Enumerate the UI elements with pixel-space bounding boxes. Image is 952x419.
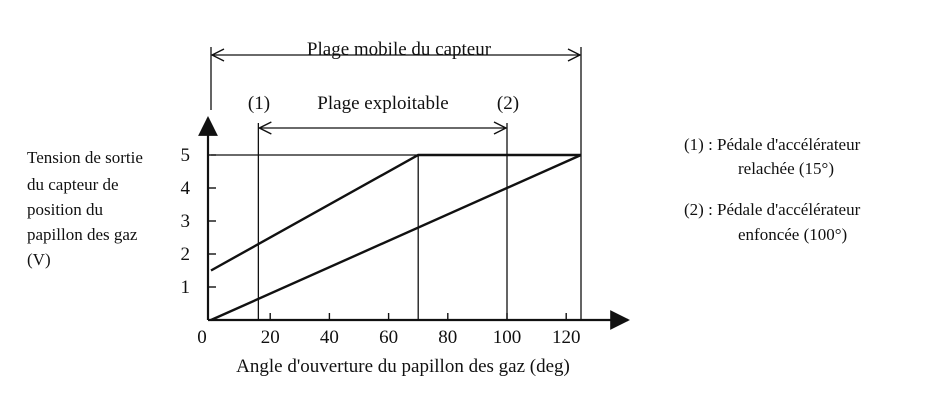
y-axis-label-line-2: du capteur de	[27, 175, 119, 194]
x-axis-label: Angle d'ouverture du papillon des gaz (deg)	[236, 356, 570, 377]
note-1-line-1: (1) : Pédale d'accélérateur	[684, 135, 861, 154]
y-axis-label-line-1: Tension de sortie	[27, 148, 143, 167]
x-tick-label-100: 100	[492, 327, 522, 348]
marker-2-label: (2)	[496, 93, 520, 114]
x-tick-label-40: 40	[319, 327, 339, 348]
y-tick-label-5: 5	[180, 145, 190, 166]
mobile-range-label: Plage mobile du capteur	[306, 39, 492, 60]
x-tick-label-20: 20	[260, 327, 280, 348]
y-axis-label-line-3: position du	[27, 200, 104, 219]
note-1-line-2: relachée (15°)	[738, 159, 834, 178]
y-tick-label-4: 4	[180, 178, 190, 199]
note-2-line-1: (2) : Pédale d'accélérateur	[684, 200, 861, 219]
y-axis-label-line-4: papillon des gaz	[27, 225, 138, 244]
note-2-line-2: enfoncée (100°)	[738, 225, 848, 244]
series-line-2	[211, 155, 581, 320]
marker-1-label: (1)	[247, 93, 271, 114]
x-tick-label-0: 0	[197, 327, 207, 348]
y-axis-label-line-5: (V)	[27, 250, 51, 269]
y-tick-label-2: 2	[180, 244, 190, 265]
x-tick-label-80: 80	[438, 327, 458, 348]
series-line-1	[211, 155, 581, 271]
x-tick-label-60: 60	[379, 327, 399, 348]
exploitable-range-label: Plage exploitable	[317, 93, 449, 114]
y-tick-label-3: 3	[180, 211, 190, 232]
x-tick-label-120: 120	[551, 327, 581, 348]
y-tick-label-1: 1	[180, 277, 190, 298]
